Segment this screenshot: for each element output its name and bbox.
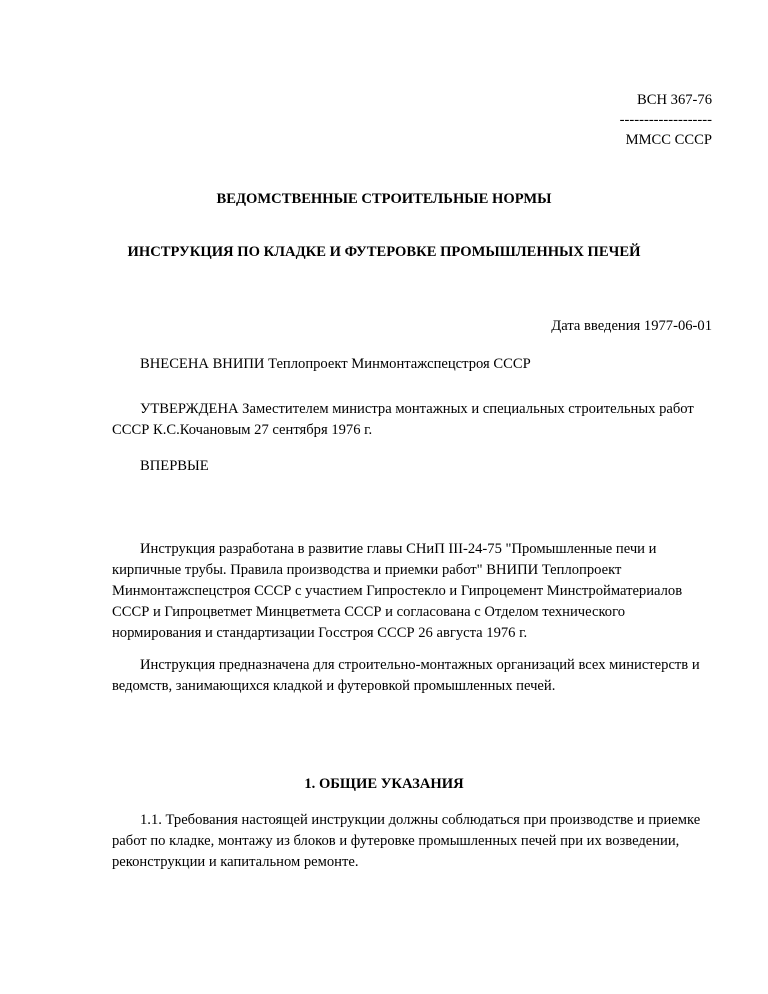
paragraph-introduced-by: ВНЕСЕНА ВНИПИ Теплопроект Минмонтажспецстроя СССР bbox=[140, 356, 531, 372]
introduction-date: Дата введения 1977-06-01 bbox=[551, 318, 712, 334]
section-1-title: 1. ОБЩИЕ УКАЗАНИЯ bbox=[304, 776, 464, 792]
paragraph-1-1: 1.1. Требования настоящей инструкции должны соблюдаться при производстве и приемке работ по кладке, монтажу из блоков и футеровке промышленных печей при их возведении, реконструкции и капитальном ремонте. bbox=[112, 812, 701, 870]
paragraph-purpose: Инструкция предназначена для строительно-монтажных организаций всех министерств и ведомств, занимающихся кладкой и футеровкой промышленных печей. bbox=[112, 657, 700, 694]
document-main-title: ИНСТРУКЦИЯ ПО КЛАДКЕ И ФУТЕРОВКЕ ПРОМЫШЛЕННЫХ ПЕЧЕЙ bbox=[127, 244, 641, 260]
header-separator: ------------------- bbox=[619, 112, 712, 128]
document-header bbox=[620, 90, 712, 150]
paragraph-first-edition: ВПЕРВЫЕ bbox=[140, 458, 209, 474]
document-code: ВСН 367-76 bbox=[637, 92, 712, 108]
document-type-title: ВЕДОМСТВЕННЫЕ СТРОИТЕЛЬНЫЕ НОРМЫ bbox=[216, 191, 552, 207]
paragraph-approved-by: УТВЕРЖДЕНА Заместителем министра монтажных и специальных строительных работ СССР К.С.Кочановым 27 сентября 1976 г. bbox=[112, 401, 694, 438]
issuing-organization: ММСС СССР bbox=[625, 132, 712, 148]
paragraph-developed: Инструкция разработана в развитие главы СНиП III-24-75 "Промышленные печи и кирпичные трубы. Правила производства и приемки работ" ВНИПИ Теплопроект Минмонтажспецстроя СССР с участием Гипростекло и Гипроцемент Минстройматериалов СССР и Гипроцветмет Минцветмета СССР и согласована с Отделом технического нормирования и стандартизации Госстроя СССР 26 августа 1976 г. bbox=[112, 541, 683, 641]
